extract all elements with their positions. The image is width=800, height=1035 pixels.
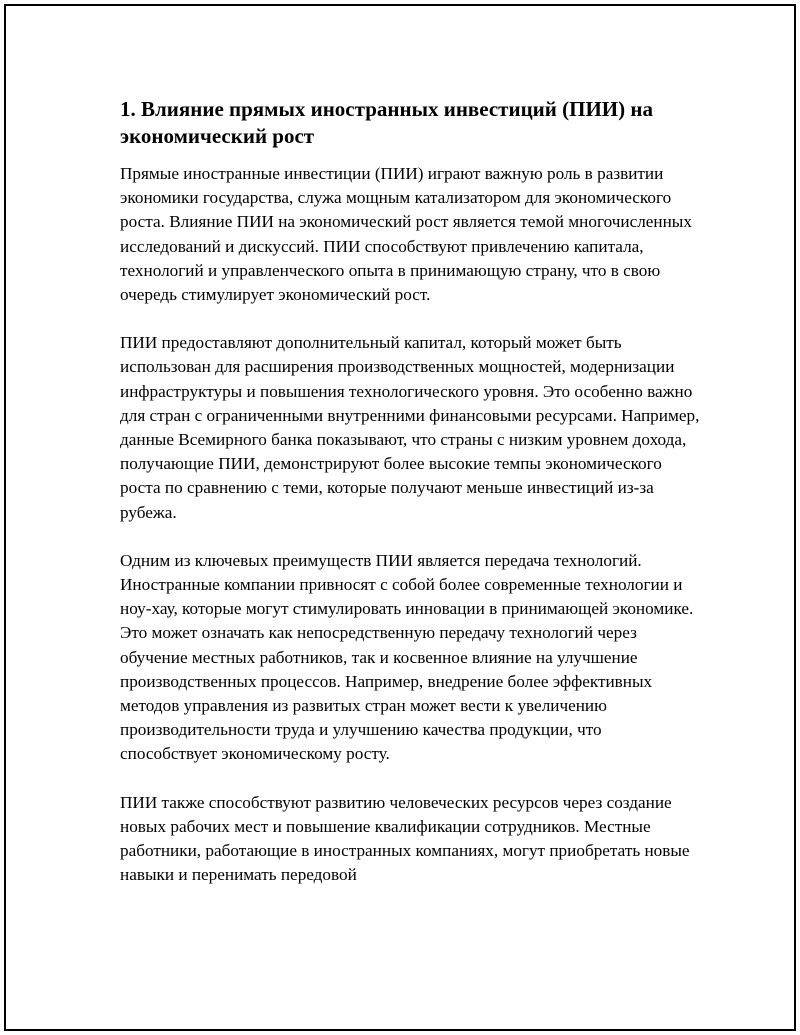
page-frame <box>4 4 796 1031</box>
paragraph-1: Прямые иностранные инвестиции (ПИИ) играют важную роль в развитии экономики государства, служа мощным катализатором для экономического роста. Влияние ПИИ на экономический рост является темой многочисленных исследований и дискуссий. ПИИ способствуют привлечению капитала, технологий и управленческого опыта в принимающую страну, что в свою очередь стимулирует экономический рост. <box>120 164 692 305</box>
paragraph-2: ПИИ предоставляют дополнительный капитал, который может быть использован для расширения производственных мощностей, модернизации инфраструктуры и повышения технологического уровня. Это особенно важно для стран с ограниченными внутренними финансовыми ресурсами. Например, данные Всемирного банка показывают, что страны с низким уровнем дохода, получающие ПИИ, демонстрируют более высокие темпы экономического роста по сравнению с теми, которые получают меньше инвестиций из-за рубежа. <box>120 333 700 522</box>
paragraph-4: ПИИ также способствуют развитию человеческих ресурсов через создание новых рабочих мест и повышение квалификации сотрудников. Местные работники, работающие в иностранных компаниях, могут приобретать новые навыки и перенимать передовой <box>120 792 690 885</box>
paragraph-3: Одним из ключевых преимуществ ПИИ является передача технологий. Иностранные компании привносят с собой более современные технологии и ноу-хау, которые могут стимулировать инновации в принимающей экономике. Это может означать как непосредственную передачу технологий через обучение местных работников, так и косвенное влияние на улучшение производственных процессов. Например, внедрение более эффективных методов управления из развитых стран может вести к увеличению производительности труда и улучшению качества продукции, что способствует экономическому росту. <box>120 550 694 764</box>
section-heading: 1. Влияние прямых иностранных инвестиций (ПИИ) на экономический рост <box>120 97 653 148</box>
document-body <box>120 96 700 911</box>
